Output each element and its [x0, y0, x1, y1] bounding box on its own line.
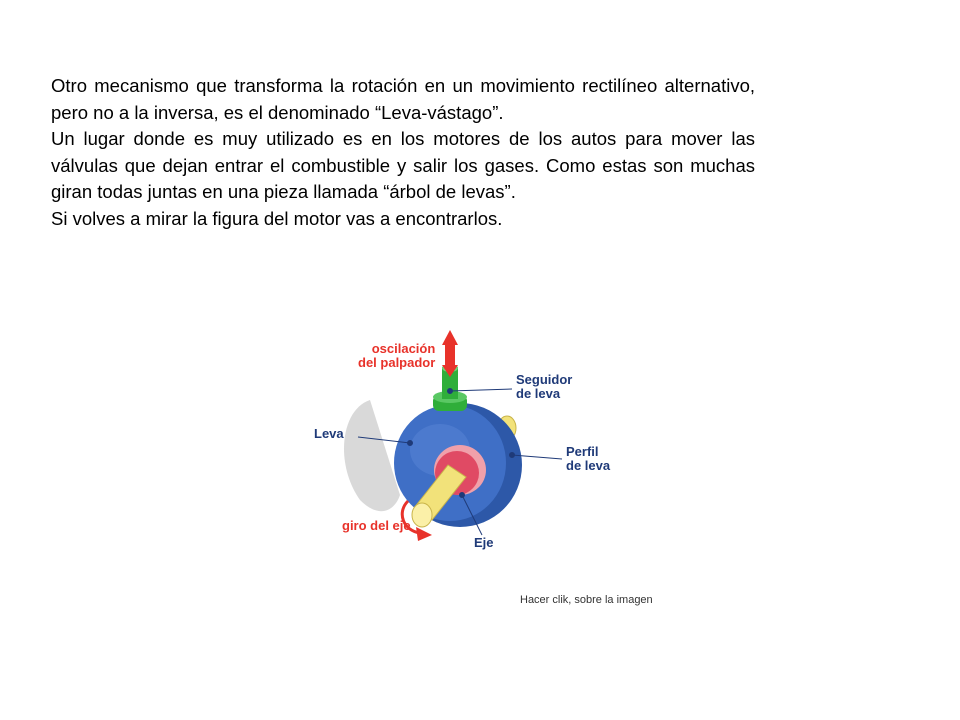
label-leva: Leva: [314, 426, 344, 441]
click-caption[interactable]: Hacer clik, sobre la imagen: [520, 594, 653, 606]
cam-follower-figure[interactable]: [300, 325, 640, 555]
paragraph-3: Si volves a mirar la figura del motor vas a encontrarlos.: [51, 207, 503, 229]
oscillation-arrow-up: [442, 330, 458, 345]
cam-shadow: [344, 400, 400, 511]
rotation-arrow-head: [416, 527, 432, 541]
label-seguidor: Seguidor de leva: [516, 372, 573, 401]
paragraph-1: Otro mecanismo que transforma la rotación en un movimiento rectilíneo alternativo, pero no a la inversa, es el denominado “Leva-vástago”.: [51, 75, 755, 123]
body-text: [51, 73, 755, 233]
label-perfil: Perfil de leva: [566, 444, 611, 473]
shaft-front-end: [412, 503, 432, 527]
paragraph-2: Un lugar donde es muy utilizado es en los motores de los autos para mover las válvulas que dejan entrar el combustible y salir los gases. Como estas son muchas giran todas juntas en una pieza llamada “árbol de levas”.: [51, 128, 755, 203]
label-oscilacion: oscilación del palpador: [358, 341, 436, 370]
label-eje: Eje: [474, 535, 494, 550]
label-giro: giro del eje: [342, 518, 411, 533]
